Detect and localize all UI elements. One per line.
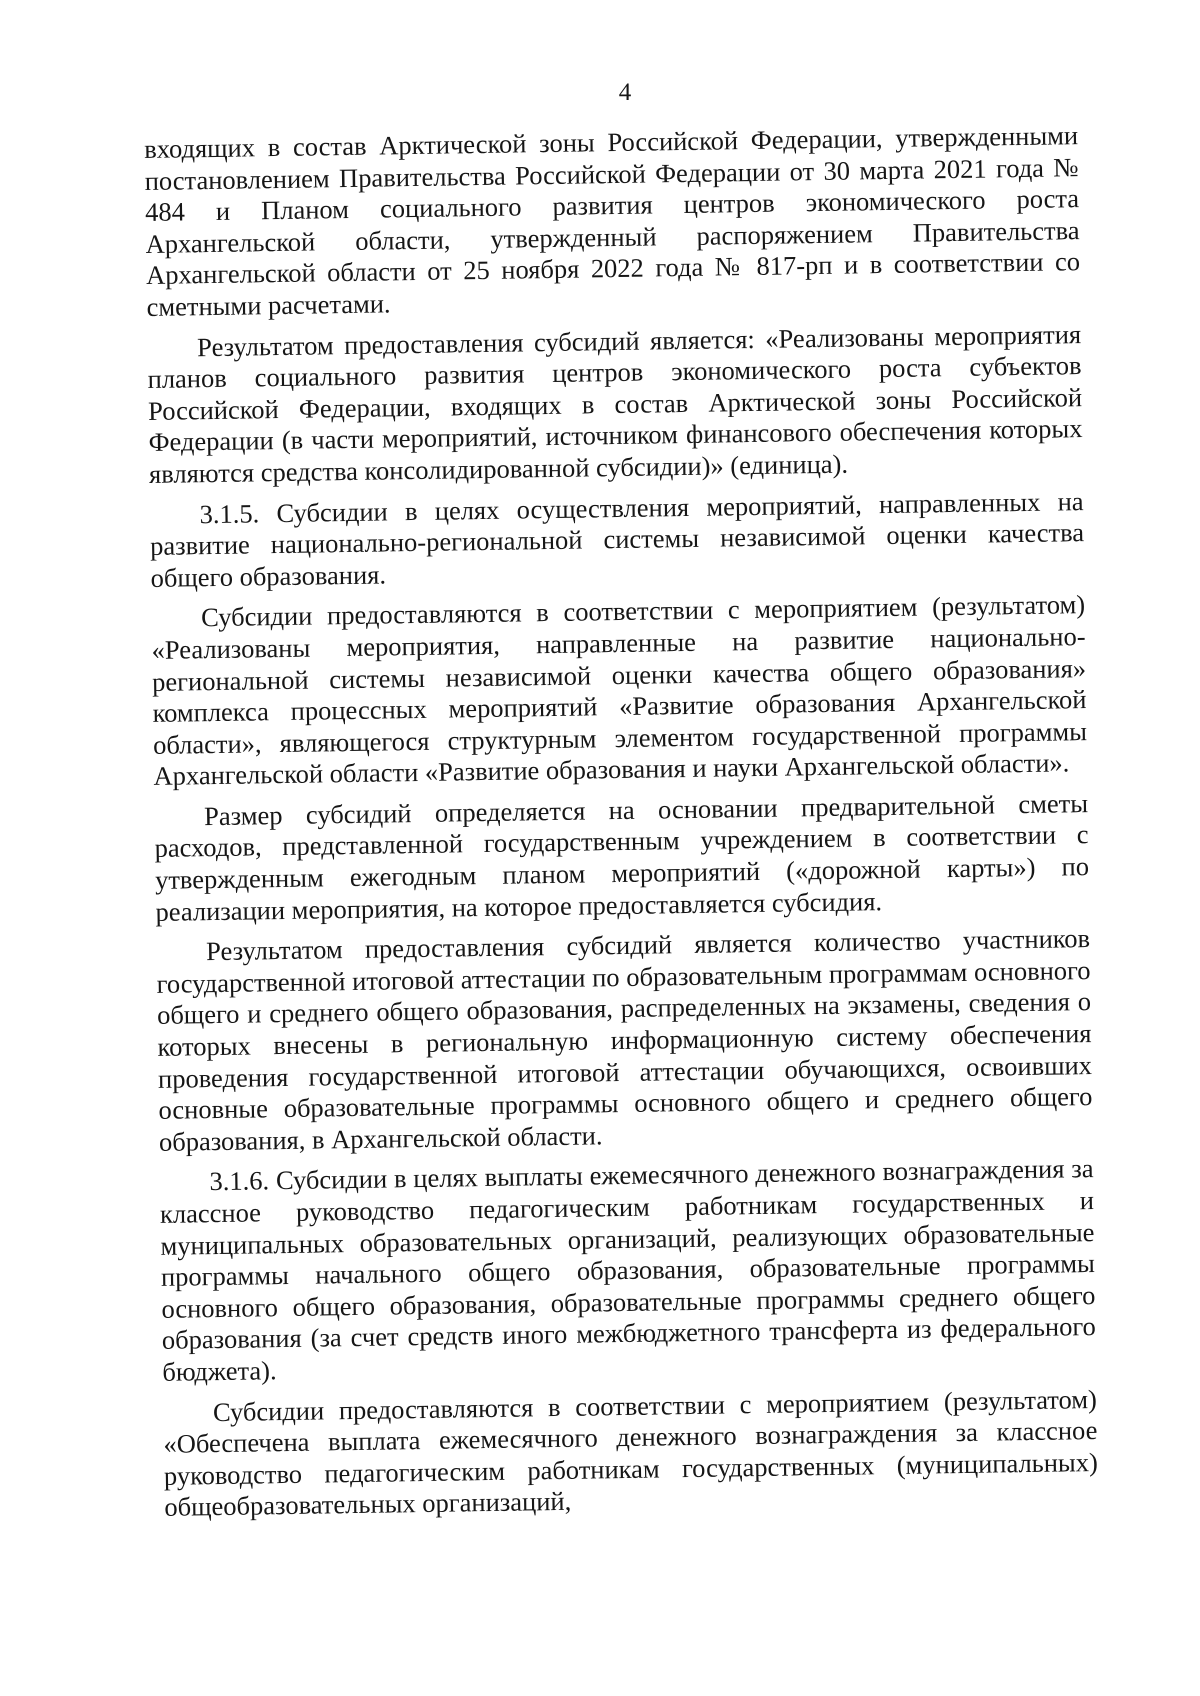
paragraph-subsidy-class-guidance: Субсидии предоставляются в соответствии с мероприятием (результатом) «Обеспечена выплата ежемесячного денежного вознаграждения за классное руководство педагогическим работникам государственных (муниципальных) общеобразовательных организаций, <box>163 1383 1099 1523</box>
page-number: 4 <box>618 79 632 106</box>
paragraph-result-attestation: Результатом предоставления субсидий является количество участников государственной итоговой аттестации по образовательным программам основного общего и среднего общего образования, распределенных на экзамены, сведения о которых внесены в региональную информационную систему обеспечения проведения государственной итоговой аттестации обучающихся, освоивших основные образовательные программы основного общего и среднего общего образования, в Архангельской области. <box>156 923 1093 1157</box>
paragraph-result-arctic: Результатом предоставления субсидий является: «Реализованы мероприятия планов социального развития центров экономического роста субъектов Российской Федерации, входящих в состав Арктической зоны Российской Федерации (в части мероприятий, источником финансового обеспечения которых являются средства консолидированной субсидии)» (единица). <box>147 318 1083 489</box>
paragraph-subsidy-conditions: Субсидии предоставляются в соответствии с мероприятием (результатом) «Реализованы мероприятия, направленные на развитие национально-региональной системы независимой оценки качества общего образования» комплекса процессных мероприятий «Развитие образования Архангельской области», являющегося структурным элементом государственной программы Архангельской области «Развитие образования и науки Архангельской области». <box>151 589 1088 792</box>
paragraph-section-3-1-6: 3.1.6. Субсидии в целях выплаты ежемесячного денежного вознаграждения за классное руководство педагогическим работникам государственных и муниципальных образовательных организаций, реализующих образовательные программы начального общего образования, образовательные программы основного общего образования, образовательные программы среднего общего образования (за счет средств иного межбюджетного трансферта из федерального бюджета). <box>159 1153 1097 1387</box>
document-body <box>144 120 1099 1533</box>
paragraph-arctic-plans: входящих в состав Арктической зоны Российской Федерации, утвержденными постановлением Правительства Российской Федерации от 30 марта 2021 года № 484 и Планом социального развития центров экономического роста Архангельской области, утвержденный распоряжением Правительства Архангельской области от 25 ноября 2022 года № 817-рп и в соответствии со сметными расчетами. <box>144 120 1081 322</box>
paragraph-section-3-1-5: 3.1.5. Субсидии в целях осуществления мероприятий, направленных на развитие национально-региональной системы независимой оценки качества общего образования. <box>149 485 1085 593</box>
paragraph-subsidy-size: Размер субсидий определяется на основании предварительной сметы расходов, представленной государственным учреждением в соответствии с утвержденным ежегодным планом мероприятий («дорожной карты») по реализации мероприятия, на которое предоставляется субсидия. <box>154 787 1090 927</box>
